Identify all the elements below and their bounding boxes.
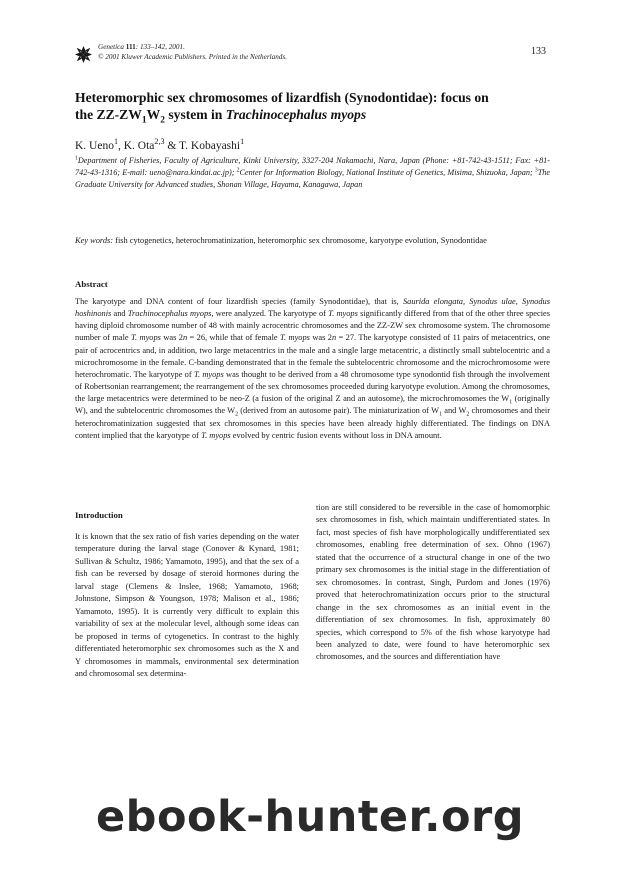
copyright-line: © 2001 Kluwer Academic Publishers. Printed in the Netherlands. [98, 52, 287, 61]
journal-pages: : 133–142, 2001. [135, 43, 185, 51]
journal-header [98, 43, 287, 62]
author-3: T. Kobayashi [178, 140, 241, 152]
page-number: 133 [531, 46, 546, 57]
title-species: Trachinocephalus myops [225, 107, 367, 122]
affiliations: $^1$Department of Fisheries, Faculty of Agriculture, Kinki University, 3327-204 Nakamachi, Nara, Japan (Phone: +81-742-43-1511; Fax: +81-742-43-1316; E-mail: ueno@nara.kindai.ac.jp); $^2$Center for Information Biology, National Institute of Genetics, Misima, Shizuoka, Japan; $^3$The Graduate University for Advanced studies, Shonan Village, Hayama, Kanagawa, Japan [75, 155, 550, 189]
abstract-heading: Abstract [75, 279, 108, 289]
journal-name: Genetica [98, 43, 124, 51]
keywords-text: fish cytogenetics, heterochromatinization, heteromorphic sex chromosome, karyotype evolution, Synodontidae [113, 236, 487, 245]
title-line-2: the $ZZ-ZW_1W_2$ system in Trachinocephalus myops [75, 107, 367, 126]
abstract-body: The karyotype and DNA content of four lizardfish species (family Synodontidae), that is, Saurida elongata, Synodus ulae, Synodus hoshinonis and Trachinocephalus myops, were analyzed. The karyotype of T. myops significantly differed from that of the other three species having diploid chromosome number of 48 with mainly acrocentric chromosomes and the ZZ-ZW sex chromosome system. The chromosome number of male T. myops was 2n = 26, while that of female T. myops was 2n = 27. The karyotype consisted of 11 pairs of metacentrics, one pair of acrocentrics and, in addition, two large metacentrics in the male and a single large metacentric, a distinctly small subtelocentric and a microchromosome in the female. C-banding demonstrated that in the female the subtelocentric chromosome and the microchromosome were heterochromatic. The karyotype of T. myops was thought to be derived from a 48 chromosome type synodontid fish through the involvement of Robertsonian rearrangement; the rearrangement of the sex chromosomes proceeded during karyotype evolution. Among the chromosomes, the large metacentrics were determined to be neo-Z (a fusion of the original Z and an autosome), the microchromosomes the $W_1$ (originally W), and the subtelocentric chromosomes the $W_2$ (derived from an autosome pair). The miniaturization of $W_1$ and $W_2$ chromosomes and their heterochromatinization suggested that sex chromosomes in this species have been already highly differentiated. The findings on DNA content implied that the karyotype of T. myops evolved by centric fusion events without loss in DNA amount. [75, 297, 551, 440]
journal-volume: 111 [125, 43, 136, 51]
introduction-heading: Introduction [75, 510, 123, 520]
keywords-label: Key words: [75, 236, 114, 245]
title-line-1: Heteromorphic sex chromosomes of lizardfish (Synodontidae): focus on [75, 90, 489, 105]
author-list: K. Ueno$^1$, K. Ota$^{2,3}$ & T. Kobayashi$^1$ [75, 137, 245, 152]
watermark: ebook-hunter.org [96, 792, 524, 842]
publisher-logo-icon [75, 46, 92, 63]
keywords [75, 235, 550, 247]
author-1: K. Ueno [75, 140, 114, 152]
paper-title [75, 89, 555, 126]
author-2: K. Ota [123, 140, 155, 152]
introduction-column-2: tion are still considered to be reversible in the case of homomorphic sex chromosomes in fish, which maintain undifferentiated states. In fact, most species of fish have morphologically undifferentiated sex chromosomes, enabling free determination of sex. Ohno (1967) stated that the occurrence of a structural change in one of the two primary sex chromosomes is the initial stage in the differentiation of sex chromosomes. In contrast, Singh, Purdom and Jones (1976) proved that heterochromatinization occurs prior to the structural change in the sex chromosomes as an initial event in the differentiation of sex chromosomes. In fish, approximately 80 species, which correspond to 5% of the fish whose karyotype had been analyzed to date, were found to have heteromorphic sex chromosomes, and the sources and differentiation have [316, 503, 550, 662]
introduction-column-1: It is known that the sex ratio of fish varies depending on the water temperature during the larval stage (Conover & Kynard, 1981; Sullivan & Schultz, 1986; Yamamoto, 1995), and that the sex of a fish can be reversed by dosage of steroid hormones during the larval stage (Clemens & Inslee, 1968; Yamamoto, 1968; Johnstone, Simpson & Youngson, 1978; Malison et al., 1986; Yamamoto, 1995). It is currently very difficult to explain this variability of sex at the molecular level, although some ideas can be proposed in terms of cytogenetics. In contrast to the highly differentiated heteromorphic sex chromosomes such as the X and Y chromosomes in mammals, environmental sex determination and chromosomal sex determina- [75, 532, 299, 678]
